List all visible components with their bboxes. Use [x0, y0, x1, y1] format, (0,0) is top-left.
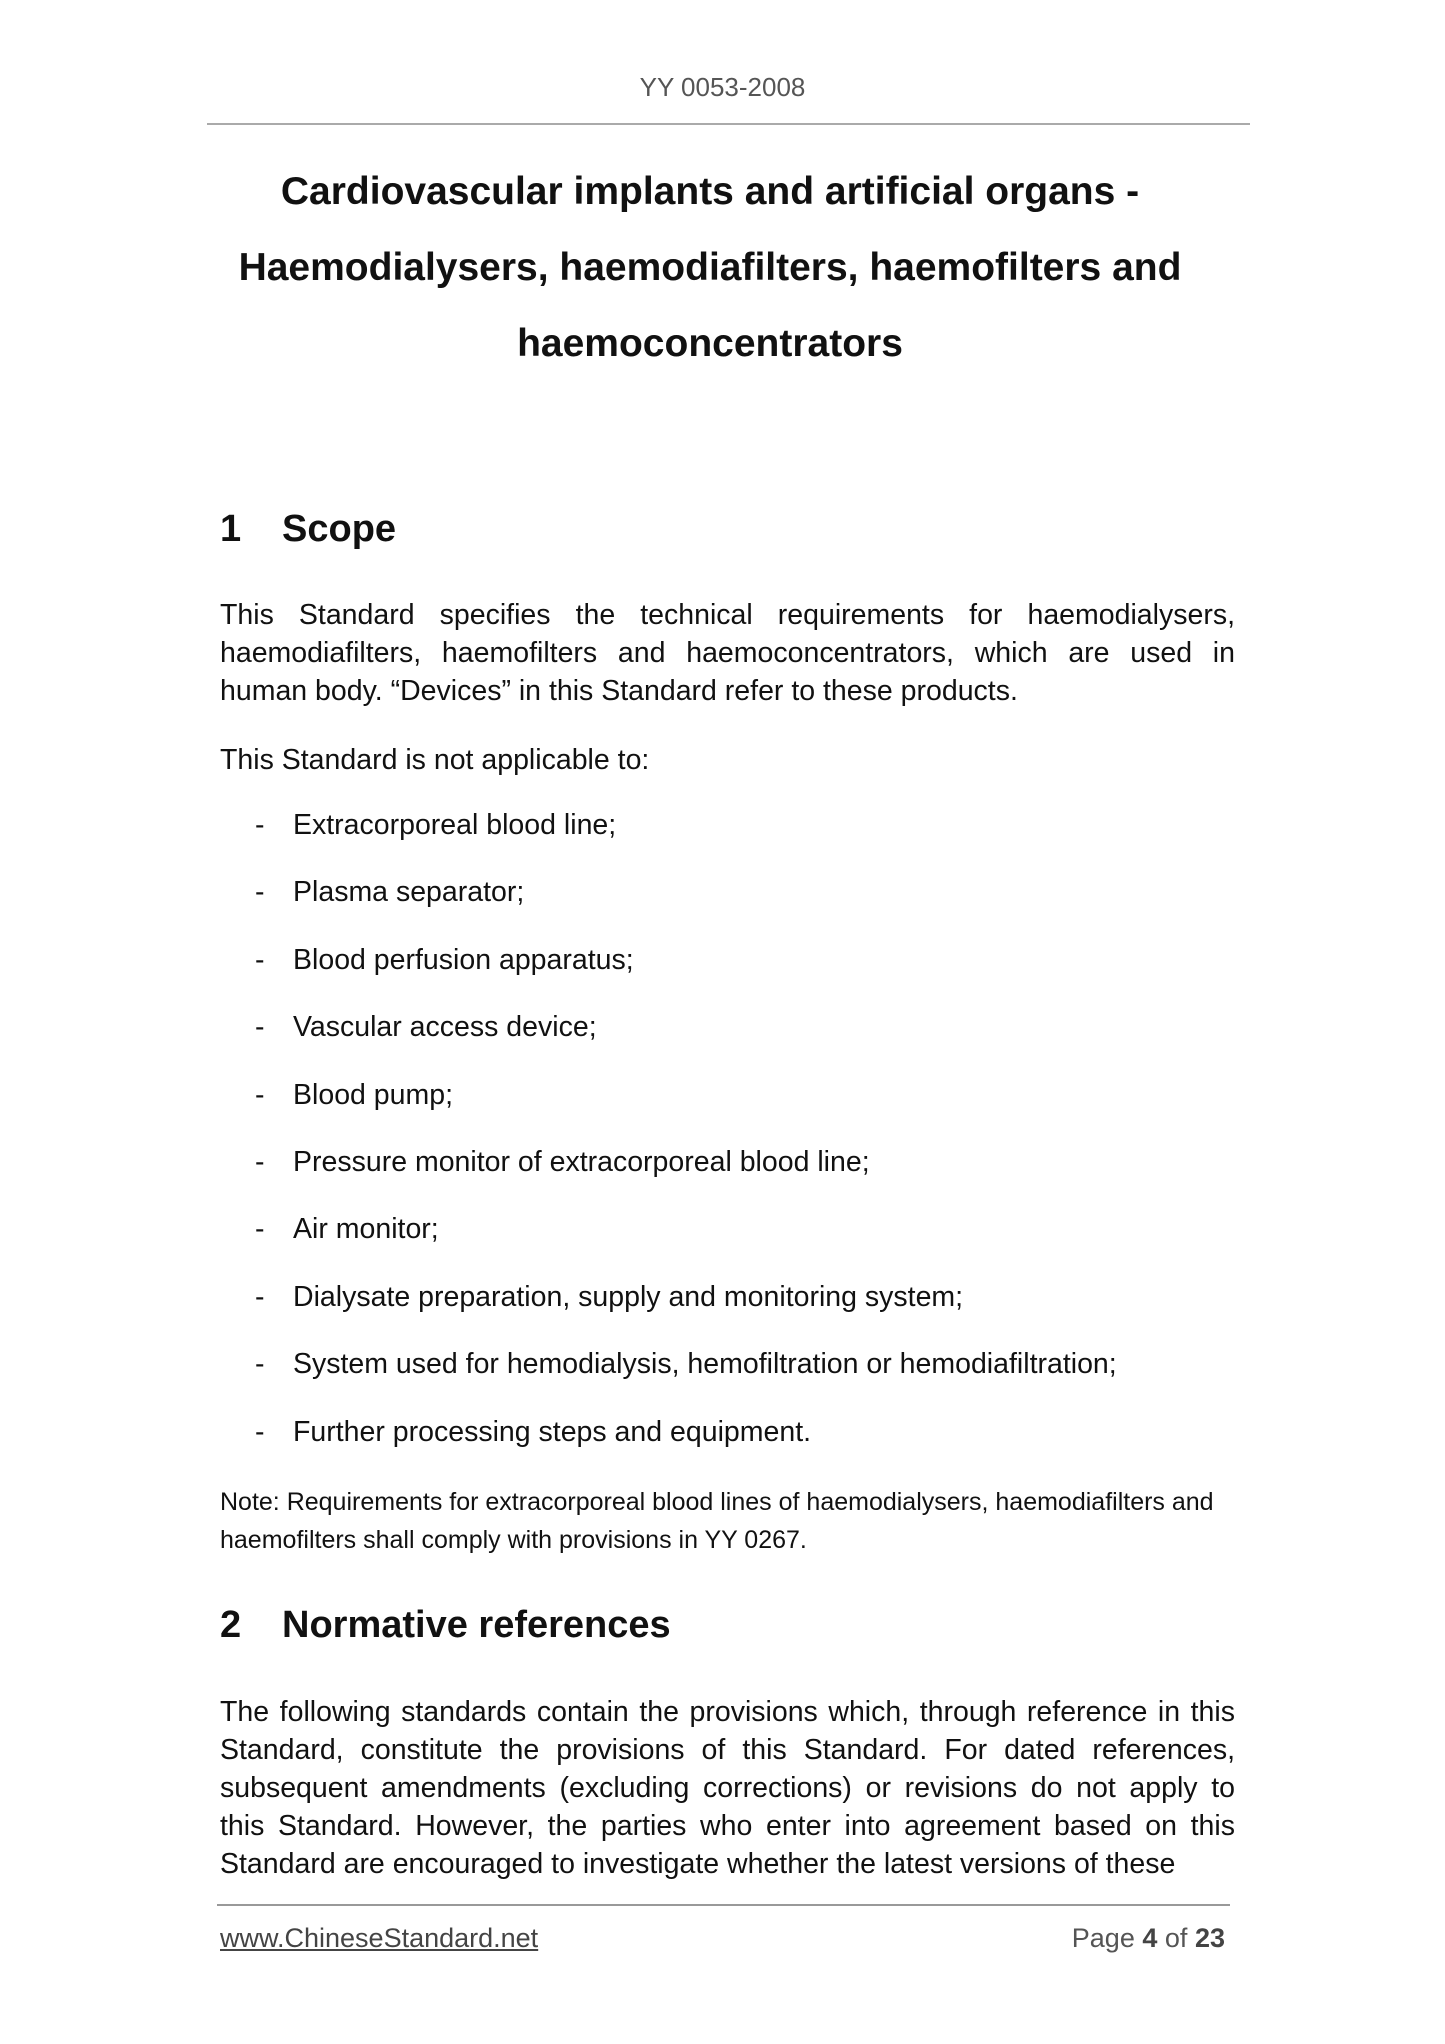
page-total: 23: [1194, 1923, 1225, 1953]
list-dash: -: [255, 943, 265, 976]
list-dash: -: [255, 1011, 265, 1044]
list-dash: -: [255, 876, 265, 909]
header-divider: [207, 123, 1250, 125]
list-item: [255, 1146, 870, 1179]
document-code-header: YY 0053-2008: [639, 72, 806, 102]
list-item-text: Vascular access device;: [293, 1011, 597, 1044]
list-dash: -: [255, 1078, 265, 1111]
list-item: [255, 1281, 963, 1314]
page-label: Page: [1071, 1923, 1135, 1953]
section-1-heading: [220, 508, 396, 551]
scope-paragraph: This Standard specifies the technical requirements for haemodialysers, haemodiafilters, haemofilters and haemoconcentrators, which are used in human body. “Devices” in this Standard refer to these products.: [220, 599, 1235, 707]
page-of-label: of: [1164, 1923, 1188, 1953]
list-item: [255, 1213, 439, 1246]
section-number: 2: [220, 1604, 242, 1646]
list-item-text: Plasma separator;: [293, 876, 525, 909]
list-dash: -: [255, 1280, 265, 1313]
list-item: [255, 1079, 453, 1112]
page-indicator: [1072, 1923, 1225, 1954]
section-number: 1: [220, 508, 242, 550]
list-item-text: Air monitor;: [293, 1213, 439, 1246]
list-item: [255, 1011, 597, 1044]
section-title: Normative references: [282, 1604, 671, 1646]
list-item-text: System used for hemodialysis, hemofiltration or hemodiafiltration;: [293, 1348, 1117, 1381]
not-applicable-intro: This Standard is not applicable to:: [220, 744, 650, 776]
list-item-text: Blood perfusion apparatus;: [293, 943, 634, 976]
list-item: [255, 944, 634, 977]
list-item: [255, 809, 616, 842]
list-item-text: Dialysate preparation, supply and monitoring system;: [293, 1280, 964, 1313]
footer-divider: [217, 1904, 1230, 1906]
page-current: 4: [1142, 1923, 1158, 1953]
list-dash: -: [255, 1415, 265, 1448]
title-line-1: Cardiovascular implants and artificial organs -: [280, 170, 1140, 213]
section-2-heading: [220, 1604, 671, 1647]
list-dash: -: [255, 1146, 265, 1178]
note: Note: Requirements for extracorporeal blood lines of haemodialysers, haemodiafilters and haemofilters shall comply with provisions in YY 0267.: [220, 1488, 1214, 1554]
list-item-text: Further processing steps and equipment.: [293, 1415, 812, 1448]
website-link[interactable]: www.ChineseStandard.net: [220, 1923, 539, 1953]
normative-references-paragraph: The following standards contain the provisions which, through reference in this Standard, constitute the provisions of this Standard. For dated references, subsequent amendments (excluding corrections) or revisions do not apply to this Standard. However, the parties who enter into agreement based on this Standard are encouraged to investigate whether the latest versions of these: [220, 1696, 1235, 1880]
section-title: Scope: [282, 508, 397, 550]
list-dash: -: [255, 1213, 265, 1246]
list-item: [255, 876, 524, 909]
list-item-text: Pressure monitor of extracorporeal blood line;: [293, 1146, 870, 1178]
list-item-text: Extracorporeal blood line;: [293, 809, 617, 841]
list-item-text: Blood pump;: [293, 1078, 454, 1111]
list-dash: -: [255, 809, 265, 841]
list-dash: -: [255, 1348, 265, 1381]
list-item: [255, 1416, 811, 1449]
title-line-2: Haemodialysers, haemodiafilters, haemofilters and: [238, 246, 1182, 289]
title-line-3: haemoconcentrators: [517, 322, 903, 365]
list-item: [255, 1348, 1117, 1381]
